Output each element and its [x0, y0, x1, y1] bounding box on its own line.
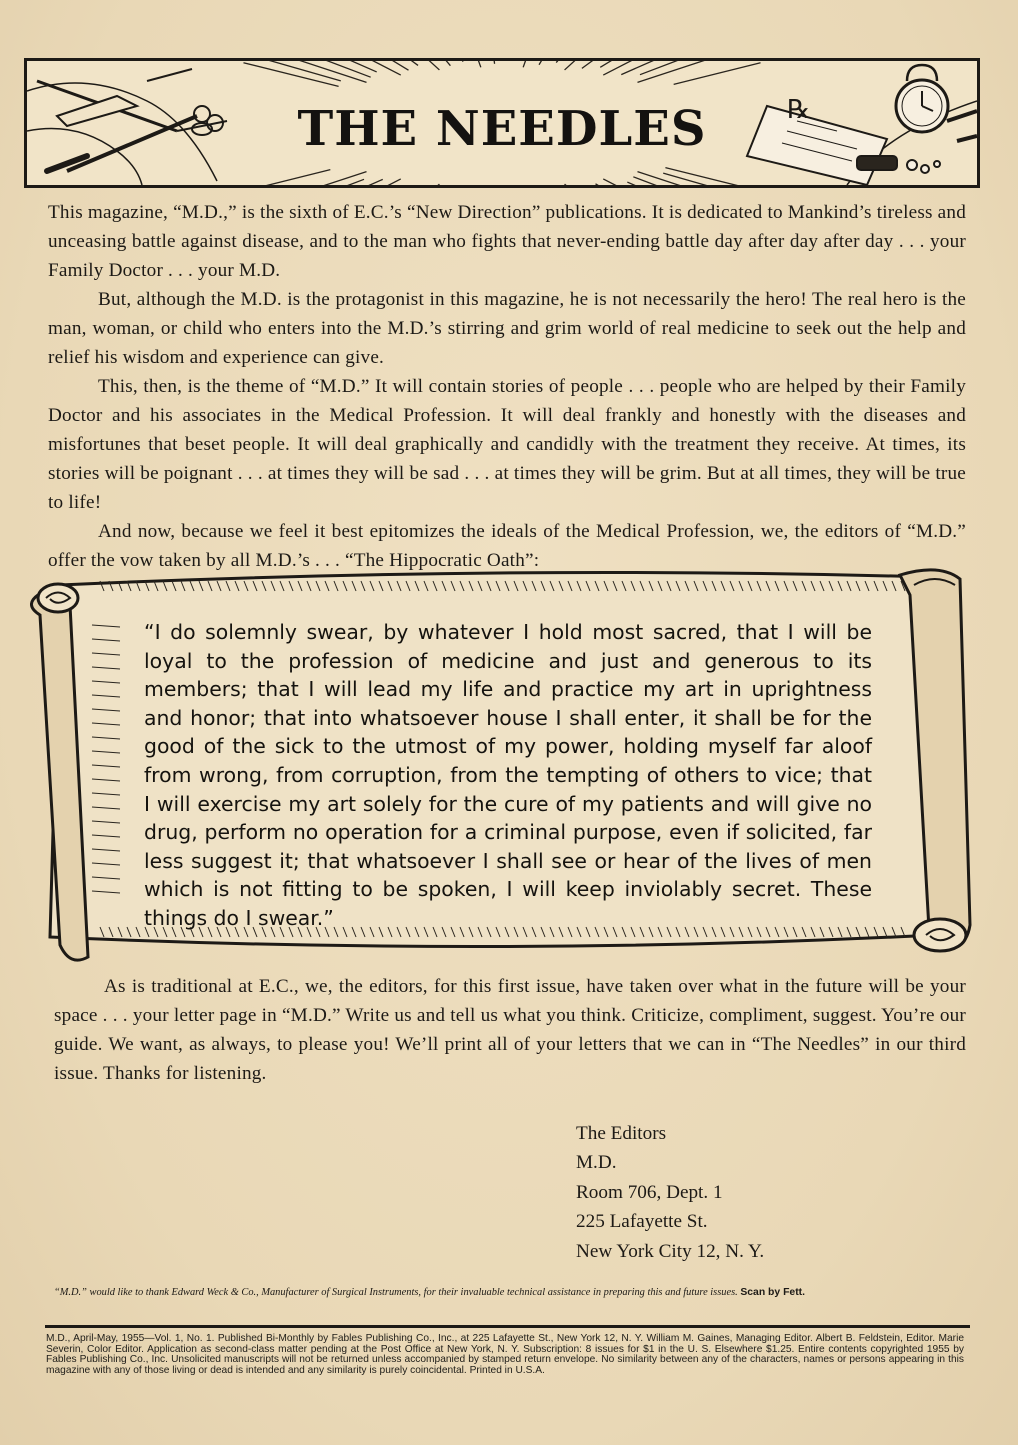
burst-line	[303, 179, 383, 185]
acknowledgement-text: “M.D.” would like to thank Edward Weck & Co., Manufacturer of Surgical Instruments, for their invaluable technical assistance in preparing this and future issues.	[54, 1287, 738, 1298]
closing-paragraph: As is traditional at E.C., we, the editors, for this first issue, have taken over what in the future will be your space . . . your letter page in “M.D.” Write us and tell us what you think. Criticize, compliment, suggest. You’re our guide. We want, as always, to please you! We’ll print all of your letters that we can in “The Needles” in our third issue. Thanks for listening.	[54, 976, 966, 1084]
closing-text	[54, 972, 966, 1088]
divider	[45, 1325, 970, 1328]
burst-line	[271, 61, 377, 72]
burst-line	[238, 172, 366, 185]
burst-line	[246, 61, 341, 81]
intro-paragraph: And now, because we feel it best epitomizes the ideals of the Medical Profession, we, the editors of “M.D.” offer the vow taken by all M.D.’s . . . “The Hippocratic Oath”:	[48, 521, 966, 571]
signature-line: M.D.	[576, 1152, 617, 1174]
burst-line	[665, 168, 760, 185]
signature-line: 225 Lafayette St.	[576, 1211, 708, 1233]
hippocratic-oath: “I do solemnly swear, by whatever I hold most sacred, that I will be loyal to the profession of medicine and just and generous to its members; that I will lead my life and practice my art in uprightness and honor; that into whatsoever house I shall enter, it shall be for the good of the sick to the utmost of my power, holding myself far aloof from wrong, from corruption, from the tempting of others to vice; that I will exercise my art solely for the cure of my patients and will give no drug, perform no operation for a criminal purpose, even if solicited, far less suggest it; that whatsoever I shall see or hear of the lives of men which is not fitting to be spoken, I will keep inviolably secret. These things do I swear.”	[144, 620, 872, 930]
header-banner	[24, 58, 980, 188]
burst-line	[271, 179, 364, 185]
intro-paragraph: But, although the M.D. is the protagonist in this magazine, he is not necessarily the hero! The real hero is the man, woman, or child who enters into the M.D.’s stirring and grim world of real medicine to seek out the help and relief his wisdom and experience can give.	[48, 289, 966, 368]
burst-line	[465, 61, 481, 67]
signature-line: Room 706, Dept. 1	[576, 1181, 723, 1203]
publication-indicia: M.D., April-May, 1955—Vol. 1, No. 1. Published Bi-Monthly by Fables Publishing Co., Inc., at 225 Lafayette St., New York 12, N. Y. William M. Gaines, Managing Editor. Albert B. Feldstein, Editor. Marie Severin, Color Editor. Application as second-class matter pending at the Post Office at New York, N. Y. Subscription: 8 issues for $1 in the U. S. Elsewhere $1.25. Entire contents copyrighted 1955 by Fables Publishing Co., Inc. Unsolicited manuscripts will not be returned unless accompanied by stamped return envelope. No similarity between any of the characters, names or persons appearing in this magazine with any of those living or dead is intended and any similarity is purely coincidental. Printed in U.S.A.	[46, 1333, 964, 1376]
editors-signature	[576, 1119, 764, 1266]
rx-symbol: ℞	[787, 95, 811, 125]
scan-credit: Scan by Fett.	[740, 1287, 805, 1298]
burst-line	[627, 182, 733, 185]
intro-paragraph: This, then, is the theme of “M.D.” It will contain stories of people . . . people who are helped by their Family Doctor and his associates in the Medical Profession. It will deal frankly and honestly with the diseases and misfortunes that beset people. It will deal graphically and candidly with the treatment they receive. At times, its stories will be poignant . . . at times they will be sad . . . at times they will be grim. But at all times, they will be true to life!	[48, 376, 966, 513]
acknowledgement	[54, 1286, 969, 1301]
burst-line	[489, 61, 495, 64]
burst-line	[637, 61, 765, 82]
intro-paragraph: This magazine, “M.D.,” is the sixth of E.C.’s “New Direction” publications. It is dedicated to Mankind’s tireless and unceasing battle against disease, and to the man who fights that never-ending battle day after day after day . . . your Family Doctor . . . your M.D.	[48, 202, 966, 281]
signature-line: New York City 12, N. Y.	[576, 1240, 765, 1262]
burst-line	[621, 61, 701, 75]
burst-line	[402, 61, 450, 66]
burst-line	[361, 61, 418, 65]
burst-line	[243, 170, 330, 185]
burst-line	[596, 184, 659, 185]
burst-line	[386, 184, 439, 185]
burst-line	[259, 61, 370, 77]
page-title: THE NEEDLES	[297, 101, 707, 157]
burst-line	[565, 61, 618, 70]
burst-line	[600, 61, 683, 67]
signature-line: The Editors	[576, 1123, 667, 1144]
intro-text	[48, 198, 966, 575]
burst-line	[523, 61, 545, 67]
